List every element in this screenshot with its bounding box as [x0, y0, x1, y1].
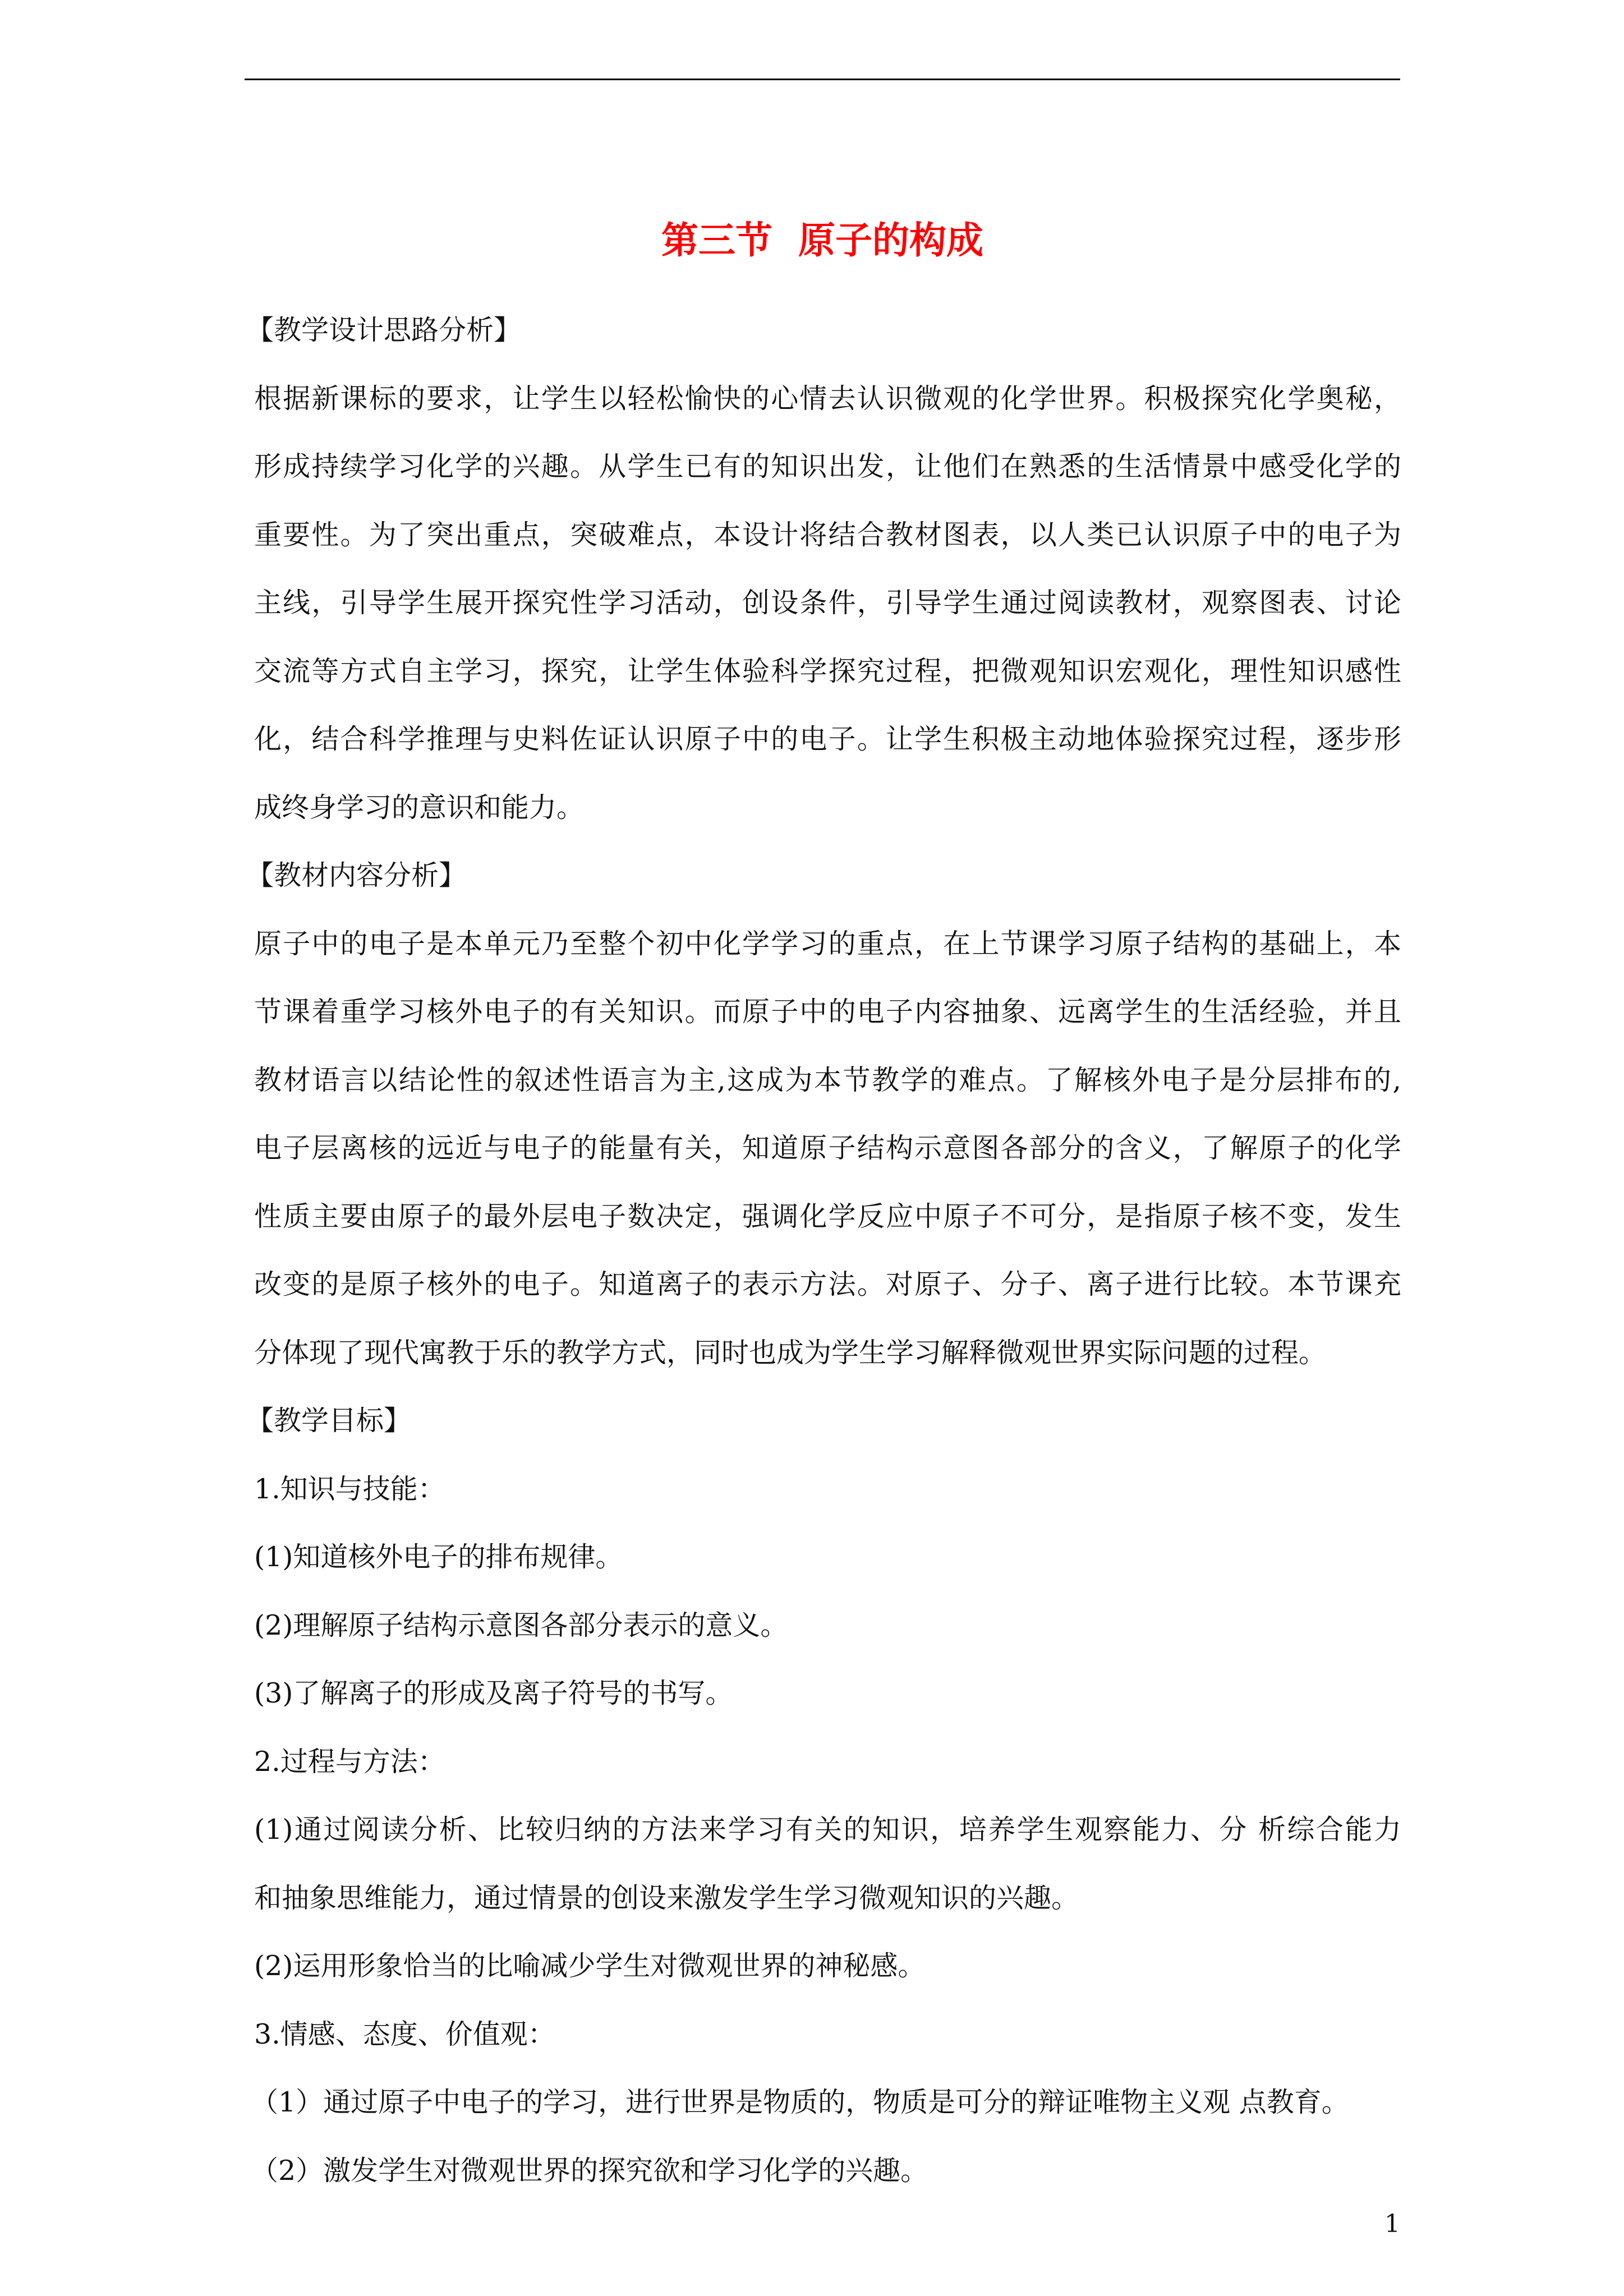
objective-item: (1)知道核外电子的排布规律。	[254, 1541, 623, 1573]
paragraph-line: 分体现了现代寓教于乐的教学方式，同时也成为学生学习解释微观世界实际问题的过程。	[254, 1336, 1327, 1369]
objective-item: 2.过程与方法：	[254, 1745, 445, 1778]
paragraph-line: 节课着重学习核外电子的有关知识。而原子中的电子内容抽象、远离学生的生活经验，并且	[254, 996, 1401, 1028]
paragraph-line: 电子层离核的远近与电子的能量有关，知道原子结构示意图各部分的含义，了解原子的化学	[254, 1132, 1401, 1164]
paragraph-line: 形成持续学习化学的兴趣。从学生已有的知识出发，让他们在熟悉的生活情景中感受化学的	[254, 450, 1401, 482]
document-body	[246, 296, 1401, 2205]
paragraph-line: 教材语言以结论性的叙述性语言为主,这成为本节教学的难点。了解核外电子是分层排布的,	[254, 1064, 1401, 1096]
objective-item: （1）通过原子中电子的学习，进行世界是物质的，物质是可分的辩证唯物主义观 点教育。	[251, 2086, 1349, 2118]
paragraph-line: 重要性。为了突出重点，突破难点，本设计将结合教材图表，以人类已认识原子中的电子为	[254, 518, 1401, 551]
paragraph-line: 成终身学习的意识和能力。	[254, 791, 585, 823]
paragraph-line: 性质主要由原子的最外层电子数决定，强调化学反应中原子不可分，是指原子核不变，发生	[254, 1200, 1401, 1232]
paragraph-line: 化，结合科学推理与史料佐证认识原子中的电子。让学生积极主动地体验探究过程，逐步形	[254, 723, 1401, 755]
paragraph-line: 主线，引导学生展开探究性学习活动，创设条件，引导学生通过阅读教材，观察图表、讨论	[254, 587, 1401, 619]
paragraph-line: 交流等方式自主学习，探究，让学生体验科学探究过程，把微观知识宏观化，理性知识感性	[254, 655, 1401, 687]
objective-item: 1.知识与技能：	[254, 1473, 445, 1505]
paragraph-line: 改变的是原子核外的电子。知道离子的表示方法。对原子、分子、离子进行比较。本节课充	[254, 1268, 1401, 1300]
section-heading-objectives: 【教学目标】	[246, 1405, 412, 1437]
section-heading-design: 【教学设计思路分析】	[246, 314, 522, 346]
page-number: 1	[1384, 2210, 1400, 2238]
paragraph-line: 原子中的电子是本单元乃至整个初中化学学习的重点，在上节课学习原子结构的基础上，本	[254, 927, 1401, 960]
objective-item: （2）激发学生对微观世界的探究欲和学习化学的兴趣。	[251, 2154, 928, 2187]
objective-item: (1)通过阅读分析、比较归纳的方法来学习有关的知识，培养学生观察能力、分 析综合能力	[254, 1814, 1401, 1846]
section-heading-content: 【教材内容分析】	[246, 859, 467, 891]
objective-item: 3.情感、态度、价值观：	[254, 2018, 555, 2050]
objective-item: (2)运用形象恰当的比喻减少学生对微观世界的神秘感。	[254, 1950, 926, 1982]
objective-item: (2)理解原子结构示意图各部分表示的意义。	[254, 1609, 788, 1641]
paragraph-line: 根据新课标的要求，让学生以轻松愉快的心情去认识微观的化学世界。积极探究化学奥秘，	[254, 382, 1401, 415]
objective-item: 和抽象思维能力，通过情景的创设来激发学生学习微观知识的兴趣。	[254, 1881, 1079, 1914]
header-rule	[245, 79, 1400, 80]
objective-item: (3)了解离子的形成及离子符号的书写。	[254, 1677, 733, 1709]
page-title: 第三节 原子的构成	[661, 218, 983, 262]
